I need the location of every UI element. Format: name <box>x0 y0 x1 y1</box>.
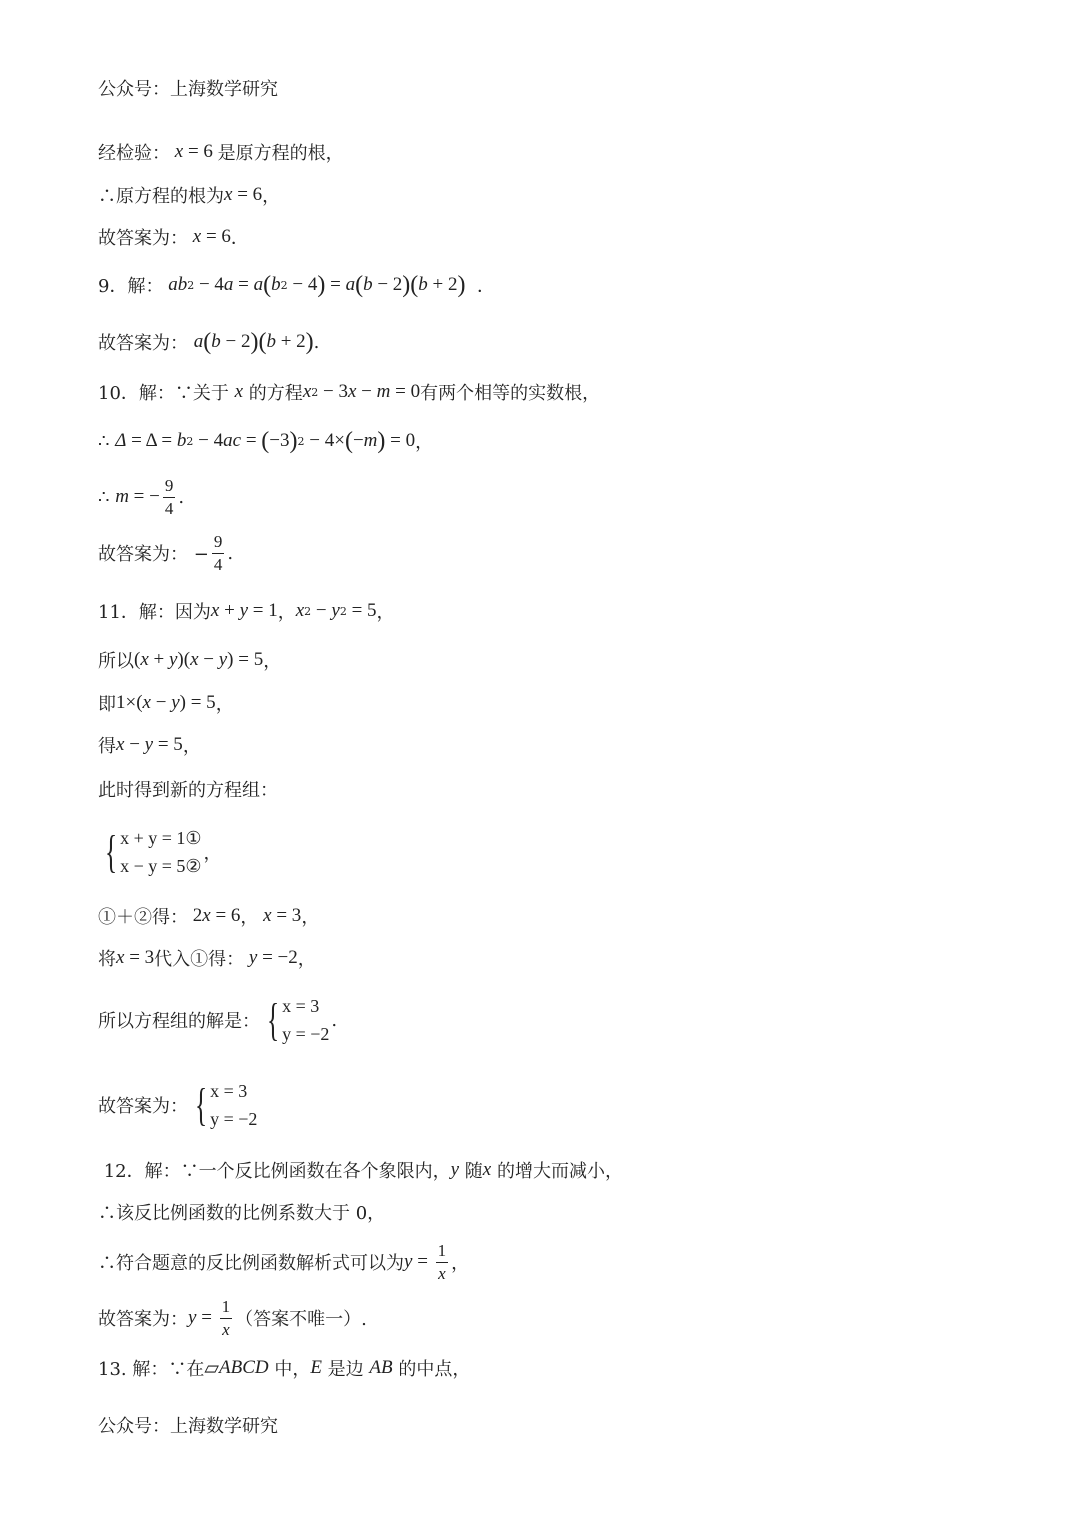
text: ∴符合题意的反比例函数解析式可以为 <box>98 1253 404 1274</box>
text: 的中点， <box>392 1359 471 1380</box>
math-text: ac <box>223 430 242 451</box>
brace-icon: { <box>194 1079 208 1130</box>
math-text: y <box>450 1159 460 1180</box>
math-text: − 4× <box>304 430 345 451</box>
math-text: )( <box>402 271 419 298</box>
math-text: )( <box>250 328 267 355</box>
math-text: 1×( <box>116 692 143 713</box>
math-text: = 5 <box>153 734 183 755</box>
text: 是边 <box>321 1359 370 1380</box>
math-text: 2 <box>188 905 203 926</box>
math-text: ( <box>355 271 364 298</box>
math-text: y <box>144 734 154 755</box>
equation-row: x − y = 5② <box>120 856 202 876</box>
math-text: Δ <box>115 430 127 451</box>
text: 所以方程组的解是： <box>98 1011 260 1032</box>
footer-watermark <box>98 1395 278 1455</box>
math-text: ( <box>134 649 141 670</box>
text: . <box>313 331 320 353</box>
superscript: 2 <box>186 434 194 448</box>
math-text: ) <box>377 427 386 454</box>
fraction-numerator: 1 <box>220 1296 233 1319</box>
math-text: ) <box>457 271 466 298</box>
math-text: y <box>188 1307 197 1328</box>
math-text: a <box>193 331 204 352</box>
math-text: = 6 <box>183 141 218 162</box>
text: . <box>178 486 185 508</box>
text-line <box>98 1338 470 1398</box>
text: ∴原方程的根为 <box>98 186 224 207</box>
text: 即 <box>98 694 116 715</box>
superscript: 2 <box>297 434 305 448</box>
math-text: x <box>295 600 305 621</box>
math-text: E <box>310 1357 322 1378</box>
math-text: − <box>198 649 219 670</box>
math-text: b <box>418 274 428 295</box>
math-text: x <box>224 184 233 205</box>
fraction-denominator: x <box>438 1263 446 1283</box>
text: 中， <box>268 1359 311 1380</box>
math-text: = <box>241 430 262 451</box>
text-line <box>98 523 233 583</box>
fraction <box>212 531 225 576</box>
text: . <box>227 542 234 564</box>
text: ， <box>215 694 234 715</box>
math-text: ) <box>289 427 298 454</box>
math-text: x <box>302 381 312 402</box>
brace-icon: { <box>104 826 118 877</box>
fraction-numerator: 9 <box>212 531 225 554</box>
math-text: m <box>376 381 391 402</box>
text: ∴该反比例函数的比例系数大于 0， <box>98 1203 386 1224</box>
header-watermark <box>98 58 278 118</box>
equation-row: x = 3 <box>210 1081 248 1101</box>
text: 的方程 <box>243 383 303 404</box>
equation-row: x = 3 <box>282 996 320 1016</box>
math-text: a <box>223 274 234 295</box>
math-text: x <box>258 905 272 926</box>
equation-row: y = −2 <box>210 1109 258 1129</box>
math-text: = 6 <box>210 905 241 926</box>
math-text: y <box>168 649 178 670</box>
text-line <box>98 1075 259 1135</box>
math-text: x <box>234 381 244 402</box>
text: ， <box>415 432 434 453</box>
math-text: ) <box>305 328 314 355</box>
math-text: y <box>239 600 248 621</box>
math-text: x <box>347 381 357 402</box>
math-text: x <box>190 649 199 670</box>
math-text: = − <box>128 486 160 507</box>
math-text: − 2 <box>372 274 403 295</box>
fraction-denominator: 4 <box>213 554 223 574</box>
math-text: ) <box>317 271 326 298</box>
text-line <box>98 928 316 988</box>
math-text: = <box>233 274 254 295</box>
text: 将 <box>98 949 116 970</box>
text: 10．解：∵关于 <box>98 383 235 404</box>
text: ∴ <box>98 430 116 452</box>
text: 此时得到新的方程组： <box>98 780 278 801</box>
math-text: ( <box>203 328 212 355</box>
text: 有两个相等的实数根， <box>420 383 601 404</box>
math-text: b <box>363 274 373 295</box>
math-text: m <box>115 486 129 507</box>
math-text: + 2 <box>275 331 306 352</box>
math-text: = 3 <box>271 905 302 926</box>
math-text: = 1 <box>248 600 278 621</box>
text: ， <box>301 907 320 928</box>
text: ， <box>203 843 222 864</box>
math-text: b <box>266 331 276 352</box>
math-text: ab <box>163 274 188 295</box>
superscript: 2 <box>304 604 312 618</box>
text: ， <box>277 602 296 623</box>
text: ， <box>262 186 281 207</box>
math-text: ▱ <box>204 1357 219 1379</box>
text: 11．解：因为 <box>98 602 211 623</box>
text-line <box>98 1232 469 1292</box>
math-text: ( <box>261 427 270 454</box>
header-text: 公众号：上海数学研究 <box>98 79 278 100</box>
text: ． <box>465 276 495 297</box>
math-text: x <box>116 734 125 755</box>
math-text: − <box>356 381 377 402</box>
text: ， <box>182 736 201 757</box>
text: ， <box>297 949 316 970</box>
math-text: x <box>188 226 202 247</box>
math-text: = <box>412 1251 433 1272</box>
superscript: 2 <box>339 604 347 618</box>
math-text: a <box>253 274 264 295</box>
math-text: AB <box>369 1357 393 1378</box>
math-text: x <box>210 600 220 621</box>
math-text: ( <box>344 427 353 454</box>
text: ， <box>376 602 395 623</box>
math-text: x <box>116 947 125 968</box>
math-text: x <box>482 1159 492 1180</box>
math-text: = 3 <box>124 947 155 968</box>
text: 13. 解：∵在 <box>98 1359 205 1380</box>
fraction <box>163 475 176 520</box>
math-text: − <box>352 430 364 451</box>
math-text: a <box>345 274 356 295</box>
text: 故答案为： <box>98 333 194 354</box>
text: ， <box>240 907 259 928</box>
text: ∴ <box>98 486 116 508</box>
math-text: y <box>404 1251 413 1272</box>
math-text: − 2 <box>220 331 251 352</box>
text: 得 <box>98 736 116 757</box>
equation-row: x + y = 1① <box>120 828 202 848</box>
superscript: 2 <box>311 385 319 399</box>
text: 故答案为： <box>98 1309 188 1330</box>
math-text: = <box>196 1307 217 1328</box>
text-line <box>98 411 433 471</box>
text: 9．解： <box>98 276 164 297</box>
math-text: x <box>170 141 184 162</box>
math-text: = 0 <box>385 430 416 451</box>
text-line <box>98 759 278 819</box>
math-text: ( <box>263 271 272 298</box>
math-text: ) = 5 <box>179 692 216 713</box>
math-text: + <box>219 600 240 621</box>
math-text: −3 <box>269 430 290 451</box>
math-text: y <box>171 692 180 713</box>
text: 的增大而减小， <box>491 1161 623 1182</box>
text: . <box>331 1009 338 1031</box>
fraction-numerator: 9 <box>163 475 176 498</box>
math-text: − <box>150 692 172 713</box>
text-line <box>98 255 495 315</box>
brace-icon: { <box>266 994 280 1045</box>
math-text: − <box>311 600 332 621</box>
math-text: ABCD <box>218 1357 269 1378</box>
text: ， <box>263 651 282 672</box>
text: 12．解：∵一个反比例函数在各个象限内， <box>98 1161 451 1182</box>
math-text: x <box>142 692 151 713</box>
fraction <box>220 1296 233 1341</box>
math-text: b <box>211 331 221 352</box>
fraction-denominator: x <box>222 1319 230 1339</box>
math-text: = Δ = <box>126 430 177 451</box>
text: ①＋②得： <box>98 907 188 928</box>
superscript: 2 <box>187 278 195 292</box>
text: 经检验： <box>98 143 170 164</box>
text: （答案不唯一）. <box>235 1309 367 1330</box>
math-text: = <box>325 274 346 295</box>
math-text: x <box>140 649 149 670</box>
math-text: − 4 <box>287 274 318 295</box>
text: ， <box>451 1253 470 1274</box>
math-text: = 6 <box>201 226 231 247</box>
equation-system <box>262 992 329 1048</box>
fraction-numerator: 1 <box>436 1240 449 1263</box>
text-line <box>98 990 337 1050</box>
math-text: b <box>271 274 281 295</box>
fraction <box>436 1240 449 1285</box>
math-text: y <box>331 600 340 621</box>
fraction-denominator: 4 <box>164 498 174 518</box>
text: ． <box>230 228 249 249</box>
math-text: b <box>176 430 187 451</box>
math-text: − 3 <box>318 381 348 402</box>
math-text: y <box>244 947 258 968</box>
math-text: + <box>148 649 169 670</box>
text: 代入①得： <box>154 949 245 970</box>
math-text: y <box>218 649 228 670</box>
math-text: − 4 <box>193 430 224 451</box>
math-text: = −2 <box>257 947 298 968</box>
math-text: m <box>363 430 378 451</box>
text: 故答案为： − <box>98 544 209 565</box>
math-text: ) = 5 <box>227 649 264 670</box>
equation-system <box>100 824 202 880</box>
math-text: − 4 <box>194 274 224 295</box>
math-text: − <box>124 734 145 755</box>
text-line <box>98 822 222 882</box>
math-text: x <box>202 905 211 926</box>
text-line <box>98 467 184 527</box>
superscript: 2 <box>280 278 288 292</box>
math-text: = 6 <box>232 184 263 205</box>
text: 故答案为： <box>98 1096 188 1117</box>
math-text: )( <box>177 649 191 670</box>
math-text: = 0 <box>390 381 421 402</box>
text: 是原方程的根， <box>217 143 344 164</box>
math-text: = 5 <box>346 600 377 621</box>
text: 所以 <box>98 651 134 672</box>
equation-row: y = −2 <box>282 1024 330 1044</box>
math-text: + 2 <box>427 274 458 295</box>
equation-system <box>190 1077 257 1133</box>
text: 故答案为： <box>98 228 188 249</box>
footer-text: 公众号：上海数学研究 <box>98 1416 278 1437</box>
text: 随 <box>459 1161 483 1182</box>
